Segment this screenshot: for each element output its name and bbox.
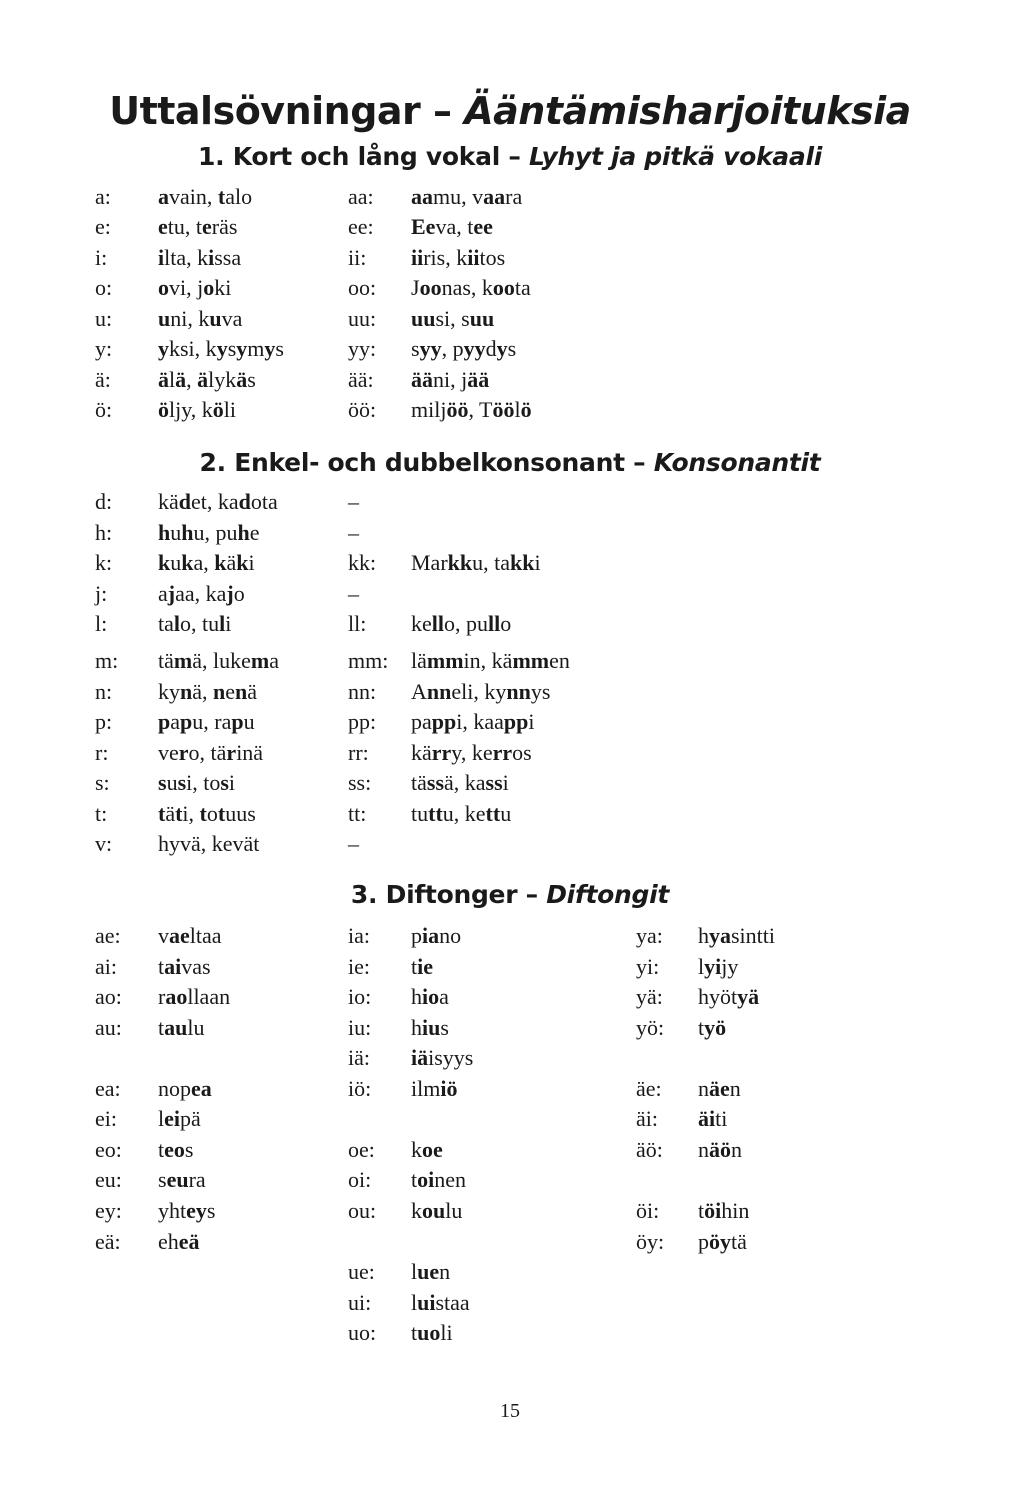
example-words: näen	[698, 1076, 741, 1101]
sound-label: ey:	[95, 1198, 122, 1223]
sound-label: oo:	[348, 275, 377, 300]
sound-label: ie:	[348, 954, 370, 979]
sound-label: v:	[95, 831, 113, 856]
sound-label: i:	[95, 245, 108, 270]
example-words: työ	[698, 1015, 727, 1040]
table-row	[0, 1288, 1020, 1318]
section-heading-text: 2. Enkel- och dubbelkonsonant –	[199, 448, 654, 477]
sound-label: e:	[95, 214, 111, 239]
sound-label: ea:	[95, 1076, 121, 1101]
example-words: etu, teräs	[158, 214, 238, 239]
table-row	[0, 1013, 1020, 1043]
table-row	[0, 182, 1020, 212]
sound-label: ss:	[348, 770, 372, 795]
example-words: iiris, kiitos	[411, 245, 506, 270]
table-row	[0, 707, 1020, 737]
example-words: Markku, takki	[411, 550, 541, 575]
sound-label: iö:	[348, 1076, 372, 1101]
sound-label: u:	[95, 306, 113, 331]
example-words: taulu	[158, 1015, 205, 1040]
sound-label: rr:	[348, 740, 369, 765]
sound-label: uo:	[348, 1320, 377, 1345]
table-row	[0, 646, 1020, 676]
table-row	[0, 1104, 1020, 1134]
sound-label: oi:	[348, 1167, 372, 1192]
sound-label: kk:	[348, 550, 377, 575]
example-words: nopea	[158, 1076, 212, 1101]
example-words: näön	[698, 1137, 742, 1162]
sound-label: äi:	[636, 1106, 658, 1131]
example-words: Anneli, kynnys	[411, 679, 551, 704]
example-words: Eeva, tee	[411, 214, 493, 239]
example-words: iäisyys	[411, 1045, 474, 1070]
example-words: kynä, nenä	[158, 679, 258, 704]
example-words: älä, älykäs	[158, 367, 256, 392]
example-words: koe	[411, 1137, 443, 1162]
sound-label: iä:	[348, 1045, 370, 1070]
sound-label: oe:	[348, 1137, 375, 1162]
sound-label: j:	[95, 581, 108, 606]
table-row	[0, 579, 1020, 609]
example-words: hioa	[411, 984, 449, 1009]
example-words: koulu	[411, 1198, 463, 1223]
example-words: uni, kuva	[158, 306, 243, 331]
table-row	[0, 1196, 1020, 1226]
table-row	[0, 365, 1020, 395]
page-title-italic: Ääntämisharjoituksia	[464, 89, 911, 133]
page-number: 15	[500, 1400, 520, 1422]
table-row	[0, 738, 1020, 768]
example-words: ilmiö	[411, 1076, 458, 1101]
sound-label: ia:	[348, 923, 370, 948]
sound-label: äe:	[636, 1076, 662, 1101]
page-title	[0, 84, 1020, 138]
sound-label: yä:	[636, 984, 663, 1009]
table-row	[0, 212, 1020, 242]
example-words: avain, talo	[158, 184, 253, 209]
sound-label: yi:	[636, 954, 660, 979]
example-words: tämä, lukema	[158, 648, 279, 673]
sound-label: ö:	[95, 397, 113, 422]
table-row	[0, 829, 1020, 859]
example-words: seura	[158, 1167, 206, 1192]
sound-label: eä:	[95, 1229, 121, 1254]
example-words: Joonas, koota	[411, 275, 531, 300]
example-words: vaeltaa	[158, 923, 222, 948]
table-row	[0, 304, 1020, 334]
example-words: ääni, jää	[411, 367, 490, 392]
example-words: huhu, puhe	[158, 520, 260, 545]
sound-label: iu:	[348, 1015, 372, 1040]
example-words: hyvä, kevät	[158, 831, 260, 856]
sound-label: ii:	[348, 245, 367, 270]
sound-label: eo:	[95, 1137, 122, 1162]
example-words: kuka, käki	[158, 550, 255, 575]
table-row	[0, 921, 1020, 951]
sound-label: yy:	[348, 336, 377, 361]
section-heading-italic: Diftongit	[546, 880, 670, 909]
example-words: tässä, kassi	[411, 770, 509, 795]
sound-label: ou:	[348, 1198, 377, 1223]
sound-label: –	[348, 831, 359, 856]
table-row	[0, 799, 1020, 829]
example-words: miljöö, Töölö	[411, 397, 532, 422]
table-row	[0, 1227, 1020, 1257]
example-words: äiti	[698, 1106, 728, 1131]
section-heading-consonants	[0, 445, 1020, 481]
sound-label: h:	[95, 520, 113, 545]
example-words: susi, tosi	[158, 770, 236, 795]
table-row	[0, 548, 1020, 578]
sound-label: o:	[95, 275, 113, 300]
page-title-main: Uttalsövningar –	[109, 89, 465, 133]
sound-label: au:	[95, 1015, 122, 1040]
example-words: öljy, köli	[158, 397, 237, 422]
table-row	[0, 1074, 1020, 1104]
example-words: piano	[411, 923, 462, 948]
example-words: leipä	[158, 1106, 201, 1131]
sound-label: r:	[95, 740, 109, 765]
example-words: hyasintti	[698, 923, 776, 948]
example-words: tuttu, kettu	[411, 801, 512, 826]
sound-label: ai:	[95, 954, 117, 979]
sound-label: ao:	[95, 984, 122, 1009]
sound-label: ei:	[95, 1106, 117, 1131]
sound-label: tt:	[348, 801, 367, 826]
example-words: hius	[411, 1015, 449, 1040]
sound-label: pp:	[348, 709, 377, 734]
example-words: toinen	[411, 1167, 467, 1192]
example-words: pappi, kaappi	[411, 709, 535, 734]
sound-label: mm:	[348, 648, 389, 673]
table-row	[0, 334, 1020, 364]
example-words: tie	[411, 954, 434, 979]
section-heading-italic: Lyhyt ja pitkä vokaali	[528, 142, 822, 171]
sound-label: uu:	[348, 306, 377, 331]
example-words: tuoli	[411, 1320, 453, 1345]
example-words: hyötyä	[698, 984, 760, 1009]
section-heading-vowels	[0, 139, 1020, 175]
sound-label: l:	[95, 611, 108, 636]
section-heading-italic: Konsonantit	[653, 448, 821, 477]
example-words: kärry, kerros	[411, 740, 532, 765]
sound-label: ä:	[95, 367, 111, 392]
example-words: luistaa	[411, 1290, 470, 1315]
sound-label: n:	[95, 679, 113, 704]
example-words: teos	[158, 1137, 194, 1162]
sound-label: io:	[348, 984, 372, 1009]
table-row	[0, 982, 1020, 1012]
section-heading-text: 1. Kort och lång vokal –	[198, 142, 529, 171]
example-words: pöytä	[698, 1229, 747, 1254]
sound-label: öö:	[348, 397, 377, 422]
sound-label: a:	[95, 184, 111, 209]
example-words: talo, tuli	[158, 611, 232, 636]
table-row	[0, 1043, 1020, 1073]
table-row	[0, 768, 1020, 798]
sound-label: t:	[95, 801, 108, 826]
sound-label: d:	[95, 489, 113, 514]
example-words: uusi, suu	[411, 306, 495, 331]
table-row	[0, 518, 1020, 548]
sound-label: m:	[95, 648, 119, 673]
sound-label: yö:	[636, 1015, 665, 1040]
example-words: eheä	[158, 1229, 200, 1254]
example-words: yksi, kysymys	[158, 336, 284, 361]
example-words: täti, totuus	[158, 801, 256, 826]
example-words: luen	[411, 1259, 451, 1284]
example-words: lyijy	[698, 954, 739, 979]
example-words: ilta, kissa	[158, 245, 242, 270]
sound-label: äö:	[636, 1137, 663, 1162]
example-words: kädet, kadota	[158, 489, 278, 514]
example-words: aamu, vaara	[411, 184, 523, 209]
table-row	[0, 1165, 1020, 1195]
sound-label: s:	[95, 770, 110, 795]
table-row	[0, 1135, 1020, 1165]
sound-label: ya:	[636, 923, 663, 948]
example-words: kello, pullo	[411, 611, 512, 636]
sound-label: eu:	[95, 1167, 122, 1192]
example-words: vero, tärinä	[158, 740, 264, 765]
sound-label: p:	[95, 709, 113, 734]
table-row	[0, 677, 1020, 707]
example-words: syy, pyydys	[411, 336, 517, 361]
sound-label: ee:	[348, 214, 374, 239]
sound-label: öy:	[636, 1229, 665, 1254]
sound-label: ae:	[95, 923, 121, 948]
example-words: papu, rapu	[158, 709, 255, 734]
sound-label: ue:	[348, 1259, 375, 1284]
sound-label: ll:	[348, 611, 367, 636]
table-row	[0, 1257, 1020, 1287]
example-words: raollaan	[158, 984, 231, 1009]
sound-label: ää:	[348, 367, 374, 392]
sound-label: –	[348, 489, 359, 514]
sound-label: k:	[95, 550, 113, 575]
example-words: taivas	[158, 954, 211, 979]
table-row	[0, 952, 1020, 982]
sound-label: –	[348, 520, 359, 545]
example-words: ovi, joki	[158, 275, 232, 300]
sound-label: öi:	[636, 1198, 660, 1223]
table-row	[0, 243, 1020, 273]
sound-label: y:	[95, 336, 113, 361]
sound-label: –	[348, 581, 359, 606]
example-words: lämmin, kämmen	[411, 648, 570, 673]
table-row	[0, 609, 1020, 639]
table-row	[0, 273, 1020, 303]
sound-label: ui:	[348, 1290, 372, 1315]
section-heading-text: 3. Diftonger –	[350, 880, 547, 909]
table-row	[0, 395, 1020, 425]
sound-label: nn:	[348, 679, 377, 704]
example-words: yhteys	[158, 1198, 216, 1223]
section-heading-diphthongs	[0, 877, 1020, 913]
example-words: töihin	[698, 1198, 750, 1223]
example-words: ajaa, kajo	[158, 581, 245, 606]
table-row	[0, 1318, 1020, 1348]
sound-label: aa:	[348, 184, 374, 209]
table-row	[0, 487, 1020, 517]
